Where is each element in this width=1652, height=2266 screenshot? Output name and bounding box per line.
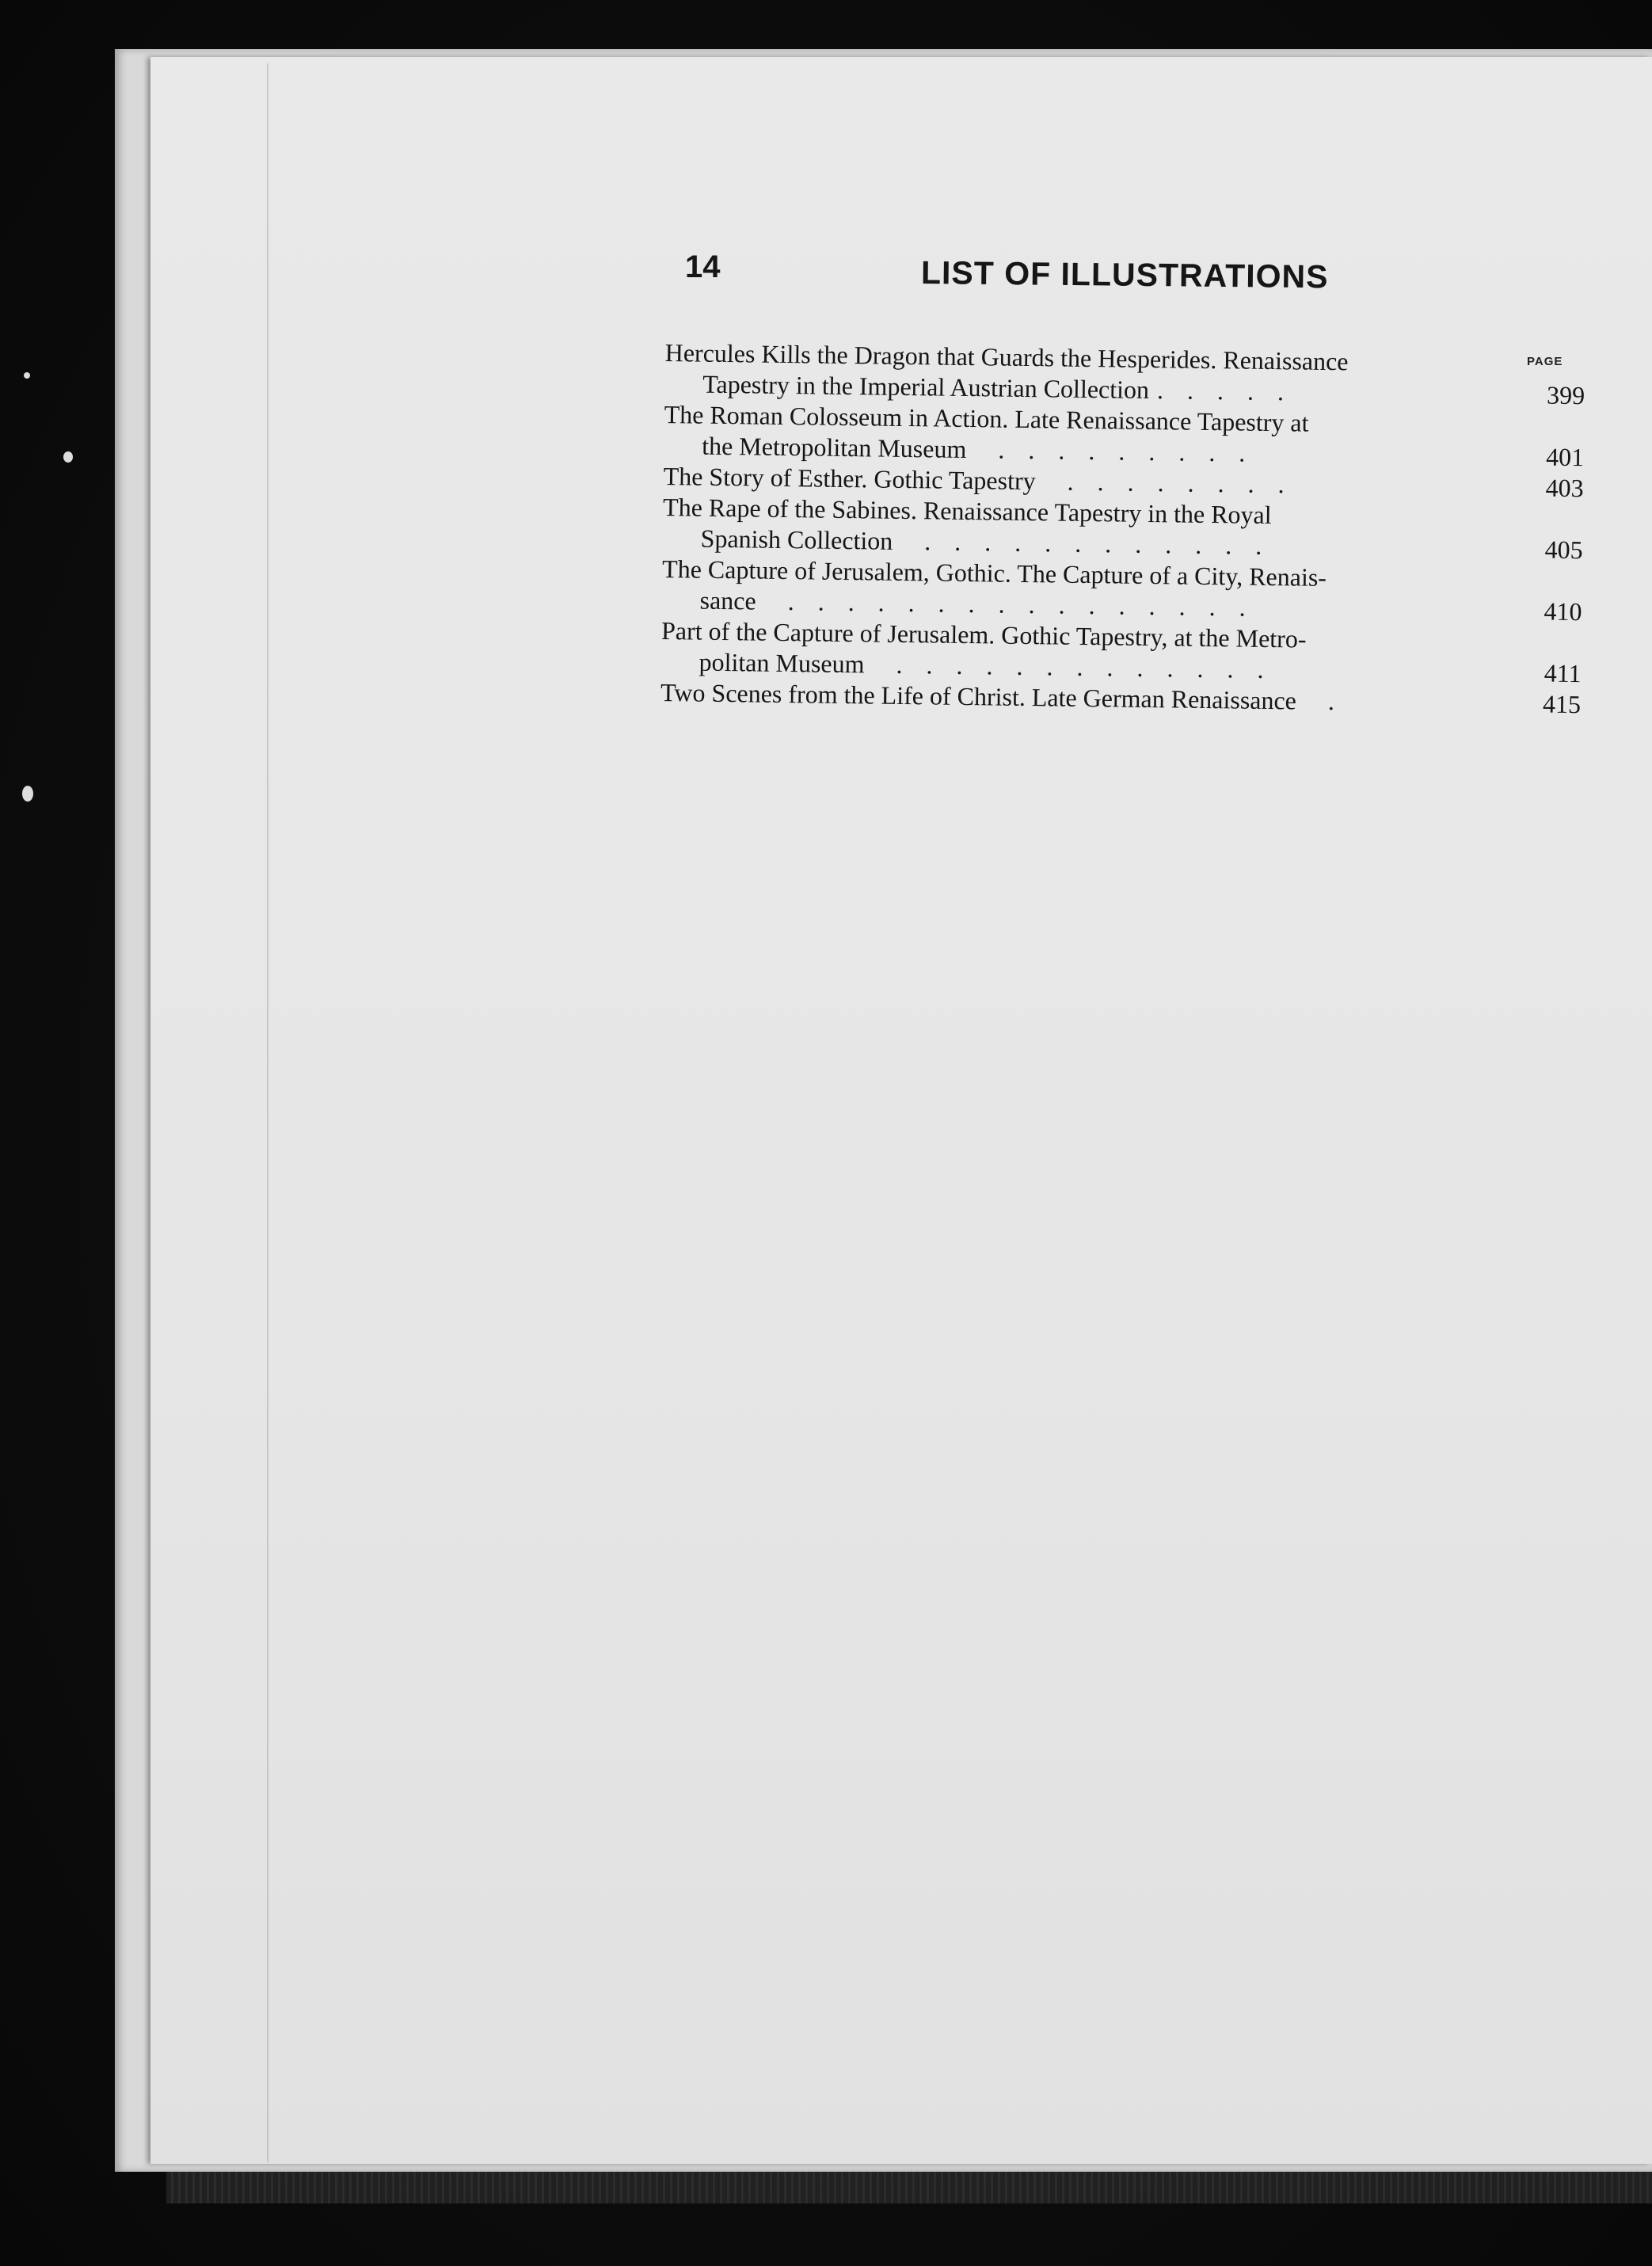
running-header	[685, 249, 1580, 305]
scan-speck	[22, 786, 33, 802]
illustration-list	[660, 337, 1584, 720]
dot-leader: .	[1304, 686, 1335, 716]
entry-page-number: 411	[1544, 658, 1582, 688]
entry-page-number: 401	[1545, 442, 1585, 472]
entry-continuation-text: Tapestry in the Imperial Austrian Collection	[702, 369, 1150, 405]
list-item	[662, 492, 1583, 565]
entry-title-text: Two Scenes from the Life of Christ. Late German Renaissance	[660, 677, 1297, 715]
entry-page-number: 399	[1546, 380, 1585, 410]
page-column-label: PAGE	[1527, 355, 1563, 368]
entry-continuation-text: Spanish Collection	[700, 524, 893, 555]
dot-leader: . . . . . . . . .	[974, 435, 1246, 467]
entry-page-number: 410	[1544, 596, 1582, 626]
scan-speck	[24, 372, 30, 379]
entry-continuation-text: sance	[699, 585, 756, 615]
entry-title-line: The Roman Colosseum in Action. Late Renaissance Tapestry at	[664, 399, 1309, 437]
entry-page-number: 403	[1545, 473, 1584, 503]
page-number: 14	[685, 249, 721, 284]
dot-leader: . . . . .	[1156, 375, 1285, 406]
dot-leader: . . . . . . . .	[1043, 467, 1285, 499]
dot-leader: . . . . . . . . . . . . .	[872, 649, 1264, 684]
entry-title-line: Hercules Kills the Dragon that Guards the Hesperides. Renaissance	[664, 337, 1349, 376]
entry-title-line: Part of the Capture of Jerusalem. Gothic Tapestry, at the Metro-	[660, 615, 1307, 653]
entry-continuation-text: the Metropolitan Museum	[701, 431, 967, 463]
page-title: LIST OF ILLUSTRATIONS	[920, 254, 1329, 295]
dot-leader: . . . . . . . . . . . . . . . .	[763, 586, 1246, 622]
list-item	[661, 554, 1582, 626]
dot-leader: . . . . . . . . . . . .	[900, 526, 1262, 560]
entry-page-number: 405	[1544, 535, 1583, 565]
entry-page-number: 415	[1542, 689, 1582, 719]
list-item	[660, 615, 1582, 688]
page-bottom-edge	[166, 2172, 1652, 2203]
entry-title-text: The Story of Esther. Gothic Tapestry	[663, 461, 1036, 496]
page-edge-line	[267, 63, 268, 2162]
entry-title-line: The Capture of Jerusalem, Gothic. The Capture of a City, Renais-	[661, 554, 1327, 592]
entry-title-line: The Rape of the Sabines. Renaissance Tapestry in the Royal	[662, 492, 1272, 530]
scan-speck	[63, 451, 73, 463]
entry-continuation-text: politan Museum	[698, 647, 865, 679]
list-item	[664, 399, 1585, 472]
